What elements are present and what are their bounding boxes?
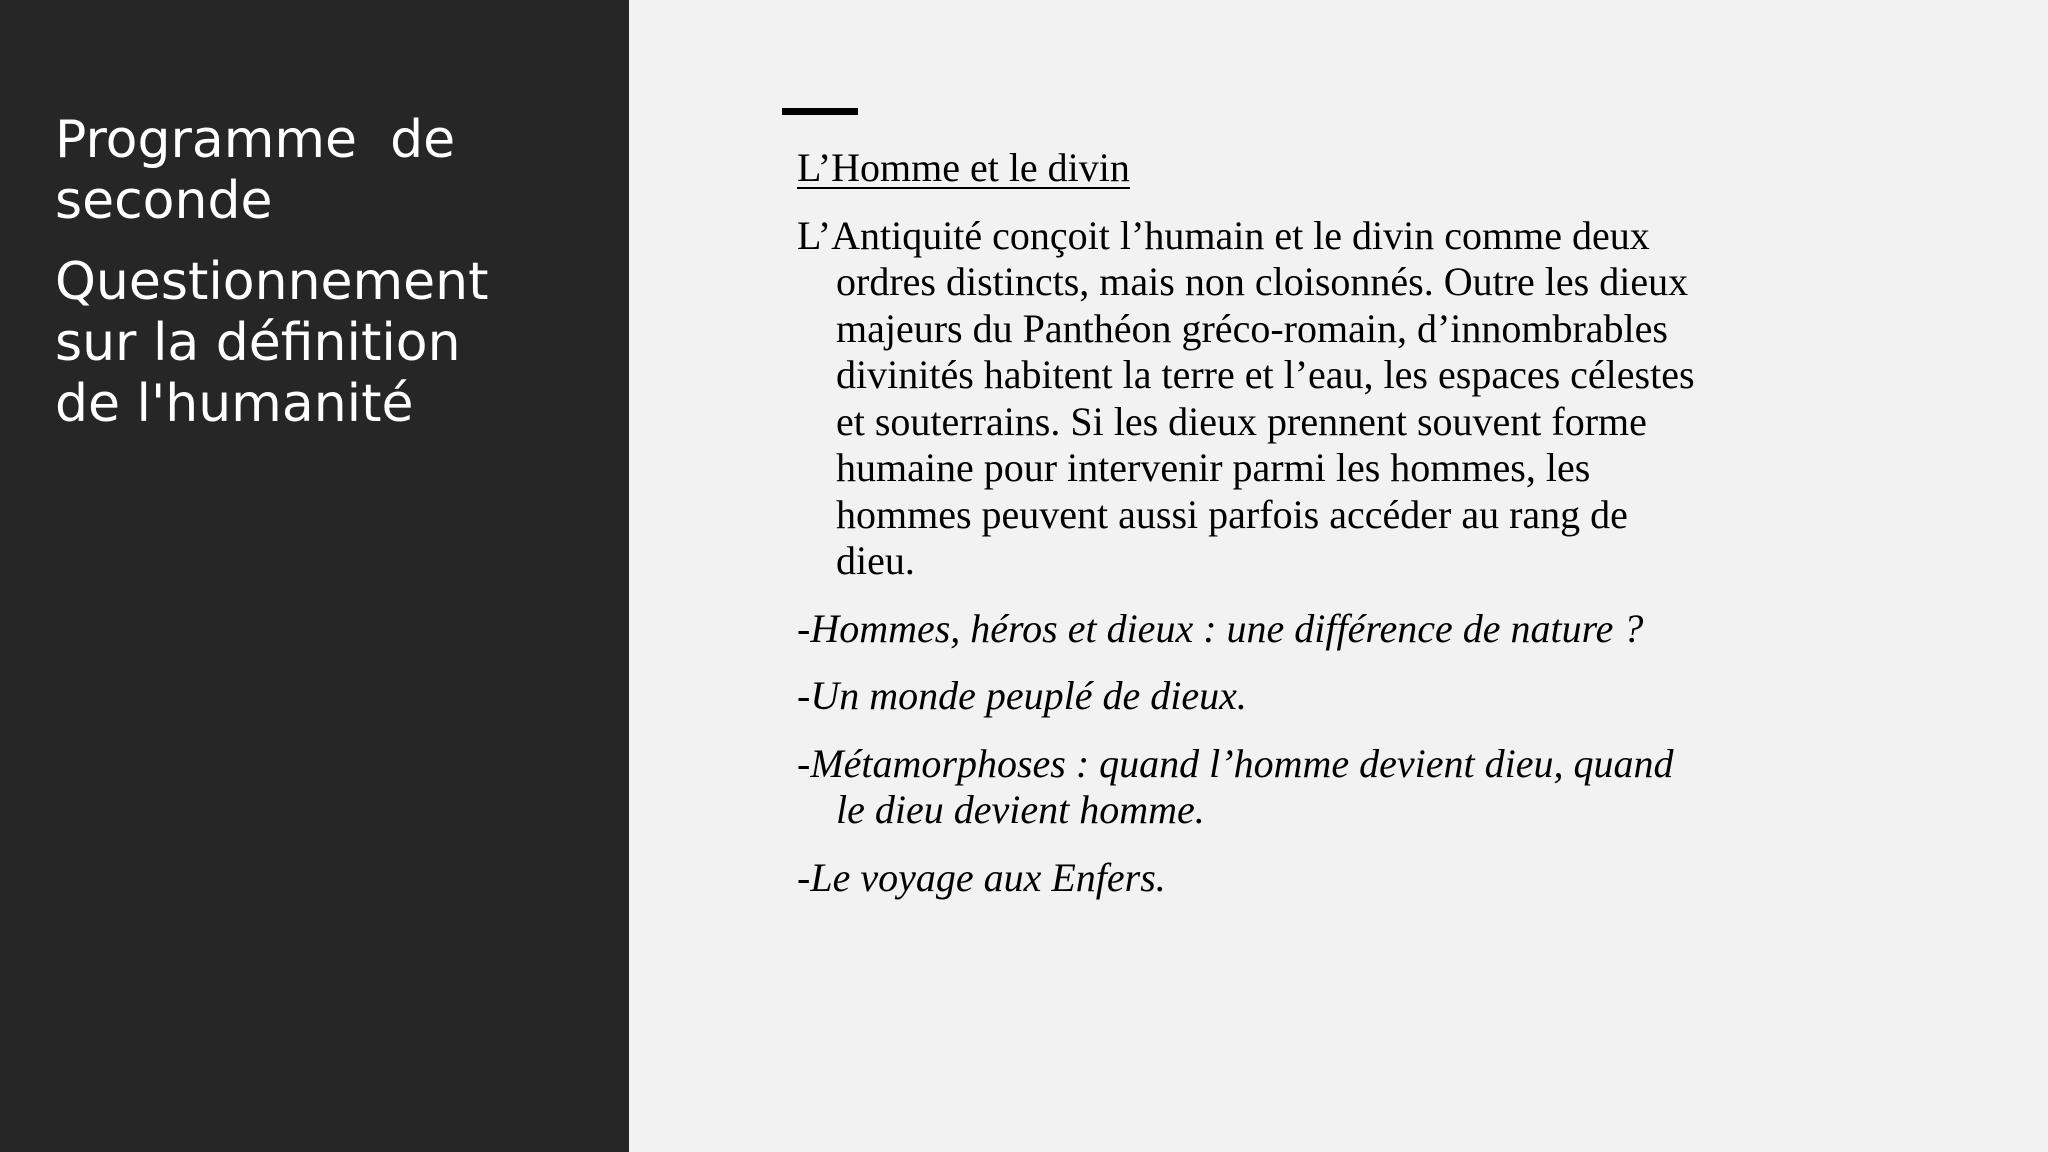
intro-line: divinités habitent la terre et l’eau, les espaces célestes [836, 352, 1695, 397]
sidebar-title [55, 110, 595, 455]
theme-item [797, 855, 1897, 902]
program-title [55, 110, 595, 232]
theme-item-line: -Métamorphoses : quand l’homme devient dieu, quand [797, 740, 1674, 786]
theme-item-line: le dieu devient homme. [836, 787, 1205, 832]
questionnement-title-line: sur la définition [55, 313, 461, 373]
intro-line: dieu. [836, 538, 915, 583]
main-content [797, 145, 1897, 922]
program-title-line: seconde [55, 171, 273, 231]
program-title-line: Programme de [55, 110, 456, 170]
intro-line: ordres distincts, mais non cloisonnés. Outre les dieux [836, 259, 1689, 304]
theme-item [797, 673, 1897, 720]
intro-line: hommes peuvent aussi parfois accéder au rang de [836, 491, 1628, 537]
intro-paragraph [797, 213, 1897, 585]
intro-line: L’Antiquité conçoit l’humain et le divin comme deux [797, 212, 1650, 258]
accent-bar [782, 108, 858, 115]
intro-line: majeurs du Panthéon gréco-romain, d’innombrables [836, 305, 1668, 351]
intro-line: humaine pour intervenir parmi les hommes, les [836, 445, 1591, 490]
questionnement-title-line: Questionnement [55, 252, 489, 312]
theme-item-line: -Un monde peuplé de dieux. [797, 673, 1247, 718]
theme-item-line: -Le voyage aux Enfers. [797, 854, 1166, 900]
theme-item-line: -Hommes, héros et dieux : une différence de nature ? [797, 605, 1644, 651]
questionnement-title [55, 252, 595, 435]
theme-item [797, 606, 1897, 653]
section-heading: L’Homme et le divin [797, 145, 1130, 190]
questionnement-title-line: de l'humanité [55, 374, 414, 434]
sidebar-panel [0, 0, 629, 1152]
theme-item [797, 741, 1897, 834]
intro-line: et souterrains. Si les dieux prennent souvent forme [836, 398, 1647, 444]
